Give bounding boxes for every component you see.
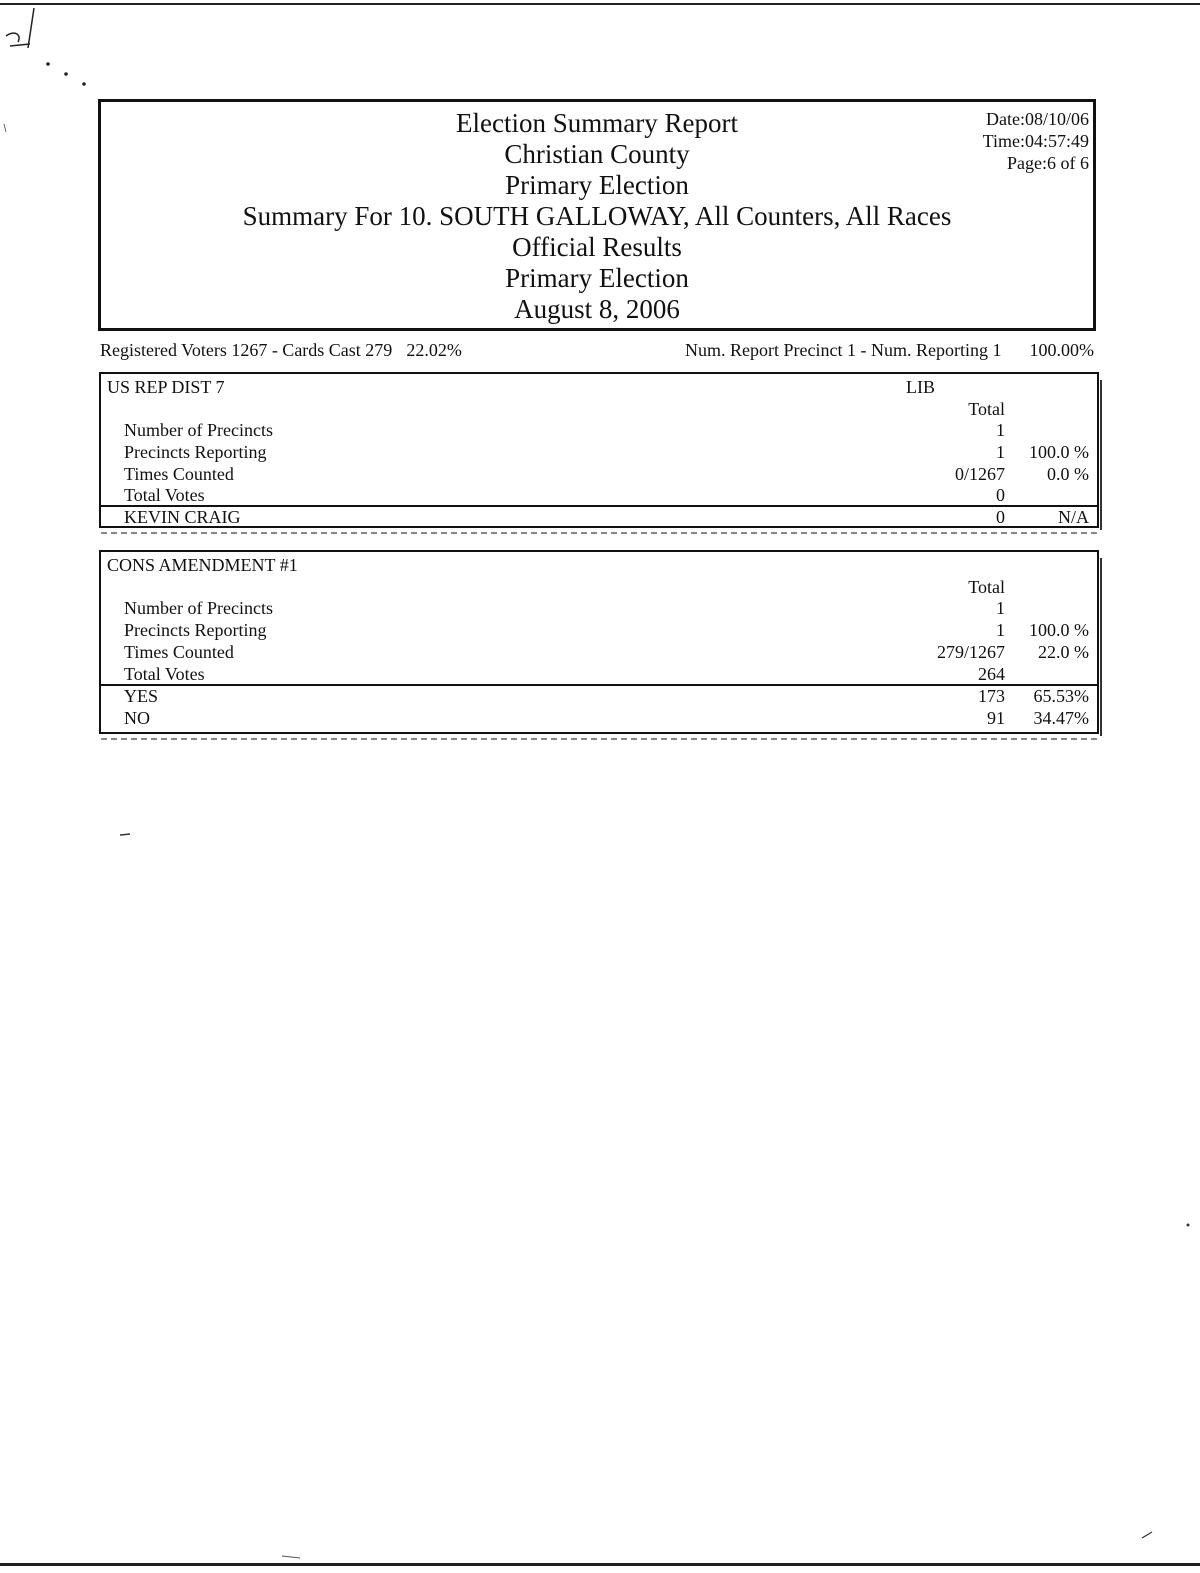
report-time: Time:04:57:49 bbox=[982, 131, 1089, 151]
election-name: Primary Election bbox=[505, 170, 689, 200]
total-column-header: Total bbox=[968, 399, 1005, 419]
stat-value: 279/1267 bbox=[936, 642, 1005, 662]
choice-label: YES bbox=[124, 686, 159, 706]
scan-edge-artifact bbox=[1100, 380, 1105, 530]
stat-value: 264 bbox=[978, 664, 1005, 684]
stat-row bbox=[101, 641, 1097, 663]
stat-label: Times Counted bbox=[124, 642, 234, 662]
stat-row bbox=[101, 663, 1097, 685]
page-number: Page:6 of 6 bbox=[1007, 153, 1089, 173]
race-us-rep-dist-7 bbox=[99, 372, 1099, 528]
report-header bbox=[98, 99, 1096, 331]
report-title: Election Summary Report bbox=[456, 108, 738, 138]
stat-row bbox=[101, 597, 1097, 619]
election-date: August 8, 2006 bbox=[514, 294, 680, 324]
header-title-block bbox=[101, 108, 1093, 325]
precinct-summary bbox=[685, 338, 1094, 362]
candidate-row bbox=[101, 685, 1097, 707]
stat-label: Precincts Reporting bbox=[124, 620, 267, 640]
stat-percent: 0.0 % bbox=[1047, 464, 1089, 484]
election-type: Primary Election bbox=[505, 263, 689, 293]
stat-label: Precincts Reporting bbox=[124, 442, 267, 462]
scan-specks bbox=[0, 820, 1200, 1560]
choice-votes: 91 bbox=[987, 708, 1005, 728]
total-column-header: Total bbox=[968, 577, 1005, 597]
turnout-left bbox=[100, 338, 462, 362]
stat-label: Total Votes bbox=[124, 664, 205, 684]
reporting-percent: 100.00% bbox=[1029, 340, 1094, 360]
scan-edge-artifact bbox=[101, 738, 1097, 740]
candidate-row bbox=[101, 506, 1097, 528]
stat-label: Number of Precincts bbox=[124, 598, 273, 618]
scan-edge-artifact bbox=[101, 532, 1097, 534]
choice-percent: 65.53% bbox=[1033, 686, 1089, 706]
report-date: Date:08/10/06 bbox=[986, 109, 1089, 129]
candidate-name: KEVIN CRAIG bbox=[124, 507, 241, 527]
stat-row bbox=[101, 463, 1097, 485]
scan-top-edge bbox=[0, 3, 1200, 5]
registered-and-cards: Registered Voters 1267 - Cards Cast 279 bbox=[100, 340, 393, 360]
stat-label: Times Counted bbox=[124, 464, 234, 484]
stat-value: 1 bbox=[996, 598, 1005, 618]
candidate-votes: 0 bbox=[996, 507, 1005, 527]
stat-label: Total Votes bbox=[124, 485, 205, 505]
candidate-row bbox=[101, 707, 1097, 729]
choice-votes: 173 bbox=[978, 686, 1005, 706]
scan-bottom-edge bbox=[0, 1563, 1200, 1566]
stat-row bbox=[101, 619, 1097, 641]
summary-scope: Summary For 10. SOUTH GALLOWAY, All Counters, All Races bbox=[242, 201, 952, 231]
county-name: Christian County bbox=[504, 139, 690, 169]
scan-edge-artifact bbox=[1100, 558, 1105, 736]
stat-value: 1 bbox=[996, 420, 1005, 440]
party-label: LIB bbox=[906, 377, 935, 397]
stat-value: 1 bbox=[996, 620, 1005, 640]
results-status: Official Results bbox=[512, 232, 682, 262]
stat-value: 0 bbox=[996, 485, 1005, 505]
race-cons-amendment-1 bbox=[99, 550, 1099, 734]
turnout-percent: 22.02% bbox=[406, 340, 462, 360]
precinct-counts: Num. Report Precinct 1 - Num. Reporting 1 bbox=[685, 340, 1002, 360]
race-title: US REP DIST 7 bbox=[107, 377, 225, 397]
stat-row bbox=[101, 484, 1097, 506]
stat-percent: 100.0 % bbox=[1029, 442, 1089, 462]
turnout-summary bbox=[100, 338, 1094, 362]
stat-label: Number of Precincts bbox=[124, 420, 273, 440]
stat-percent: 100.0 % bbox=[1029, 620, 1089, 640]
report-meta bbox=[983, 108, 1089, 174]
race-title: CONS AMENDMENT #1 bbox=[107, 555, 298, 575]
choice-percent: 34.47% bbox=[1033, 708, 1089, 728]
stat-row bbox=[101, 441, 1097, 463]
stat-value: 1 bbox=[996, 442, 1005, 462]
stat-value: 0/1267 bbox=[954, 464, 1005, 484]
candidate-percent: N/A bbox=[1058, 507, 1089, 527]
stat-row bbox=[101, 419, 1097, 441]
choice-label: NO bbox=[124, 708, 150, 728]
stat-percent: 22.0 % bbox=[1038, 642, 1089, 662]
